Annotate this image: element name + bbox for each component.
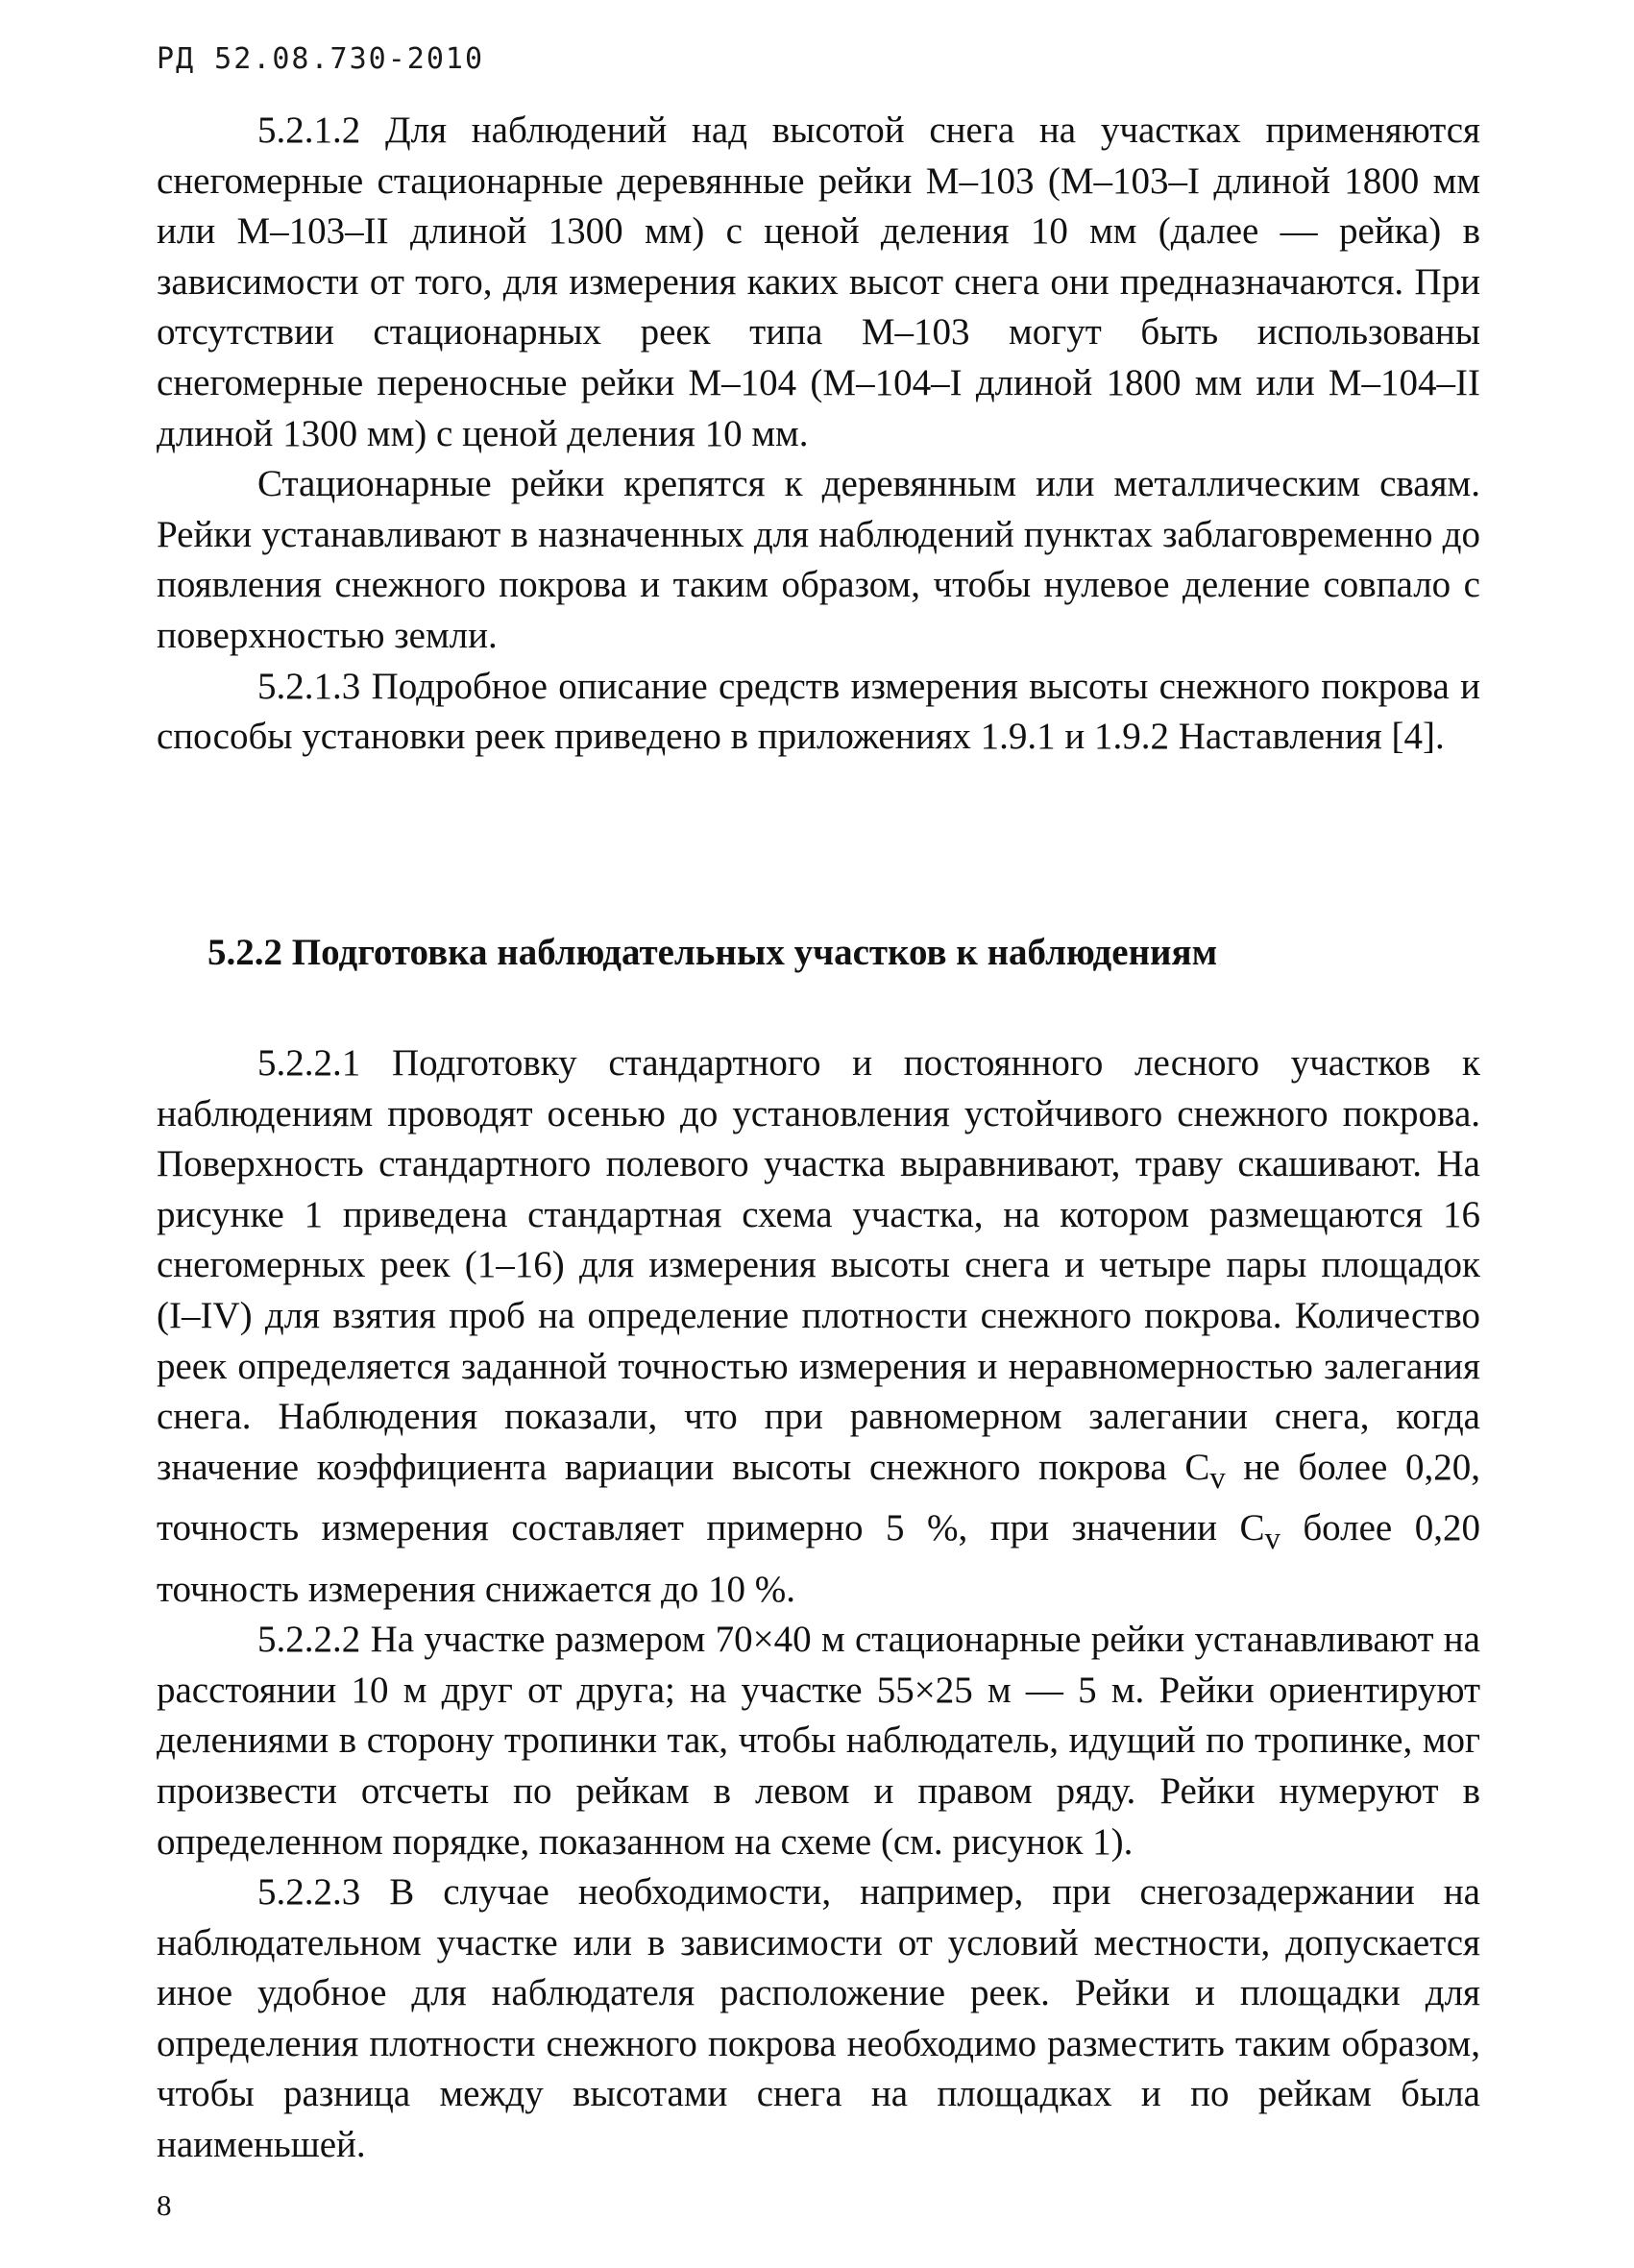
paragraph-5-2-2-1: [157, 1038, 1480, 1615]
section-5-2-2-text: [157, 1038, 1480, 2171]
paragraph-5-2-1-2: 5.2.1.2 Для наблюдений над высотой снега на участках применяются снегомерные стационарные деревянные рейки М–103 (М–103–I длиной 1800 мм или М–103–II длиной 1300 мм) с ценой деления 10 мм (далее — рейка) в зависимости от того, для измерения каких высот снега они предназначаются. При отсутствии стационарных реек типа М–103 могут быть использованы снегомерные переносные рейки М–104 (М–104–I длиной 1800 мм или М–104–II длиной 1300 мм) с ценой деления 10 мм.: [157, 110, 1480, 454]
paragraph-5-2-1-2-continued: Стационарные рейки крепятся к деревянным или металлическим сваям. Рейки устанавливают в назначенных для наблюдений пунктах заблаговременно до появления снежного покрова и таким образом, чтобы нулевое деление совпало с поверхностью земли.: [157, 463, 1480, 656]
section-heading-5-2-2: 5.2.2 Подготовка наблюдательных участков к наблюдениям: [207, 932, 1218, 973]
paragraph-5-2-1-3: 5.2.1.3 Подробное описание средств измерения высоты снежного покрова и способы установки реек приведено в приложениях 1.9.1 и 1.9.2 Наставления [4].: [157, 665, 1480, 758]
paragraph-5-2-2-2: 5.2.2.2 На участке размером 70×40 м стационарные рейки устанавливают на расстоянии 10 м друг от друга; на участке 55×25 м — 5 м. Рейки ориентируют делениями в сторону тропинки так, чтобы наблюдатель, идущий по тропинке, мог произвести отсчеты по рейкам в левом и правом ряду. Рейки нумеруют в определенном порядке, показанном на схеме (см. рисунок 1).: [157, 1619, 1480, 1863]
page-number: 8: [157, 2188, 172, 2222]
section-5-2-1-text: [157, 106, 1480, 763]
paragraph-5-2-2-1-part-1: 5.2.2.1 Подготовку стандартного и постоянного лесного участков к наблюдениям проводят осенью до установления устойчивого снежного покрова. Поверхность стандартного полевого участка выравнивают, траву скашивают. На рисунке 1 приведена стандартная схема участка, на котором размещаются 16 снегомерных реек (1–16) для измерения высоты снега и четыре пары площадок (I–IV) для взятия проб на определение плотности снежного покрова. Количество реек определяется заданной точностью измерения и неравномерностью залегания снега. Наблюдения показали, что при равномерном залегании снега, когда значение коэффициента вариации высоты снежного покрова C: [157, 1042, 1480, 1488]
subscript-v: v: [1209, 1460, 1226, 1496]
paragraph-5-2-2-1-part-3: более 0,20 точность измерения снижается до 10 %.: [157, 1507, 1480, 1610]
paragraph-5-2-2-1-part-2: не более 0,20, точность измерения составляет примерно 5 %, при значении C: [157, 1446, 1481, 1549]
paragraph-5-2-2-3: 5.2.2.3 В случае необходимости, например, при снегозадержании на наблюдательном участке или в зависимости от условий местности, допускается иное удобное для наблюдателя расположение реек. Рейки и площадки для определения плотности снежного покрова необходимо разместить таким образом, чтобы разница между высотами снега на площадках и по рейкам была наименьшей.: [157, 1871, 1480, 2166]
subscript-v: v: [1264, 1521, 1280, 1556]
document-code: РД 52.08.730-2010: [157, 42, 485, 76]
